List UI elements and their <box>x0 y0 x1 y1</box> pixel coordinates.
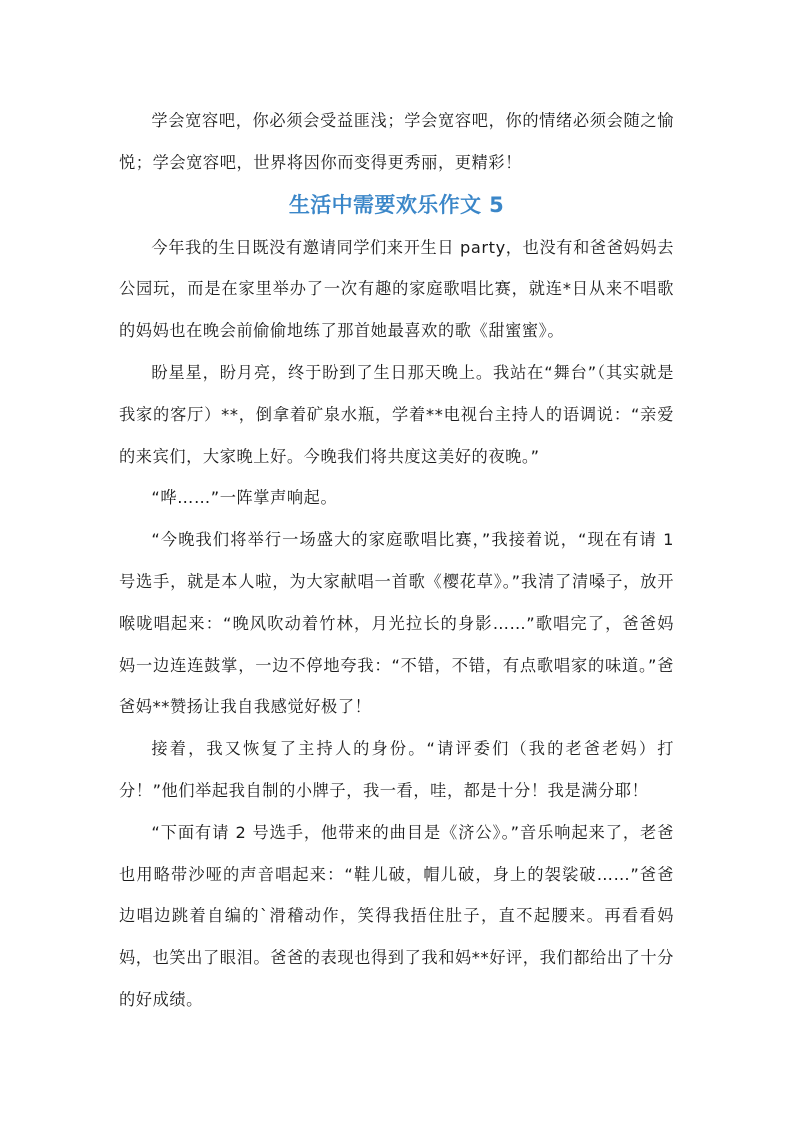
paragraph-contestant-two: “下面有请 2 号选手，他带来的曲目是《济公》。”音乐响起来了，老爸也用略带沙哑的声音唱起来：“鞋儿破，帽儿破，身上的袈裟破……”爸爸边唱边跳着自编的`滑稽动作，笑得我捂住肚子，直不起腰来。再看看妈妈，也笑出了眼泪。爸爸的表现也得到了我和妈**好评，我们都给出了十分的好成绩。 <box>119 822 674 1009</box>
paragraph-contestant-one: “今晚我们将举行一场盛大的家庭歌唱比赛，”我接着说，“现在有请 1 号选手，就是本人啦，为大家献唱一首歌《樱花草》。”我清了清嗓子，放开喉咙唱起来：“晚风吹动着竹林，月光拉长的身影……”歌唱完了，爸爸妈妈一边连连鼓掌，一边不停地夸我：“不错，不错，有点歌唱家的味道。”爸爸妈**赞扬让我自我感觉好极了！ <box>119 530 680 717</box>
paragraph-scoring: 接着，我又恢复了主持人的身份。“请评委们（我的老爸老妈）打分！”他们举起我自制的小牌子，我一看，哇，都是十分！我是满分耶！ <box>119 739 674 800</box>
paragraph-host-opening: 盼星星，盼月亮，终于盼到了生日那天晚上。我站在“舞台”（其实就是我家的客厅）**，倒拿着矿泉水瓶，学着**电视台主持人的语调说：“亲爱的来宾们，大家晚上好。今晚我们将共度这美好的夜晚。” <box>119 362 674 466</box>
section-title: 生活中需要欢乐作文 5 <box>288 192 505 217</box>
document-body <box>119 100 680 1021</box>
intro-paragraph: 学会宽容吧，你必须会受益匪浅；学会宽容吧，你的情绪必须会随之愉悦；学会宽容吧，世界将因你而变得更秀丽，更精彩！ <box>119 111 674 172</box>
paragraph-birthday-plan: 今年我的生日既没有邀请同学们来开生日 party，也没有和爸爸妈妈去公园玩，而是在家里举办了一次有趣的家庭歌唱比赛，就连*日从来不唱歌的妈妈也在晚会前偷偷地练了那首她最喜欢的歌《甜蜜蜜》。 <box>119 237 674 341</box>
paragraph-applause: “哗……”一阵掌声响起。 <box>151 488 338 508</box>
